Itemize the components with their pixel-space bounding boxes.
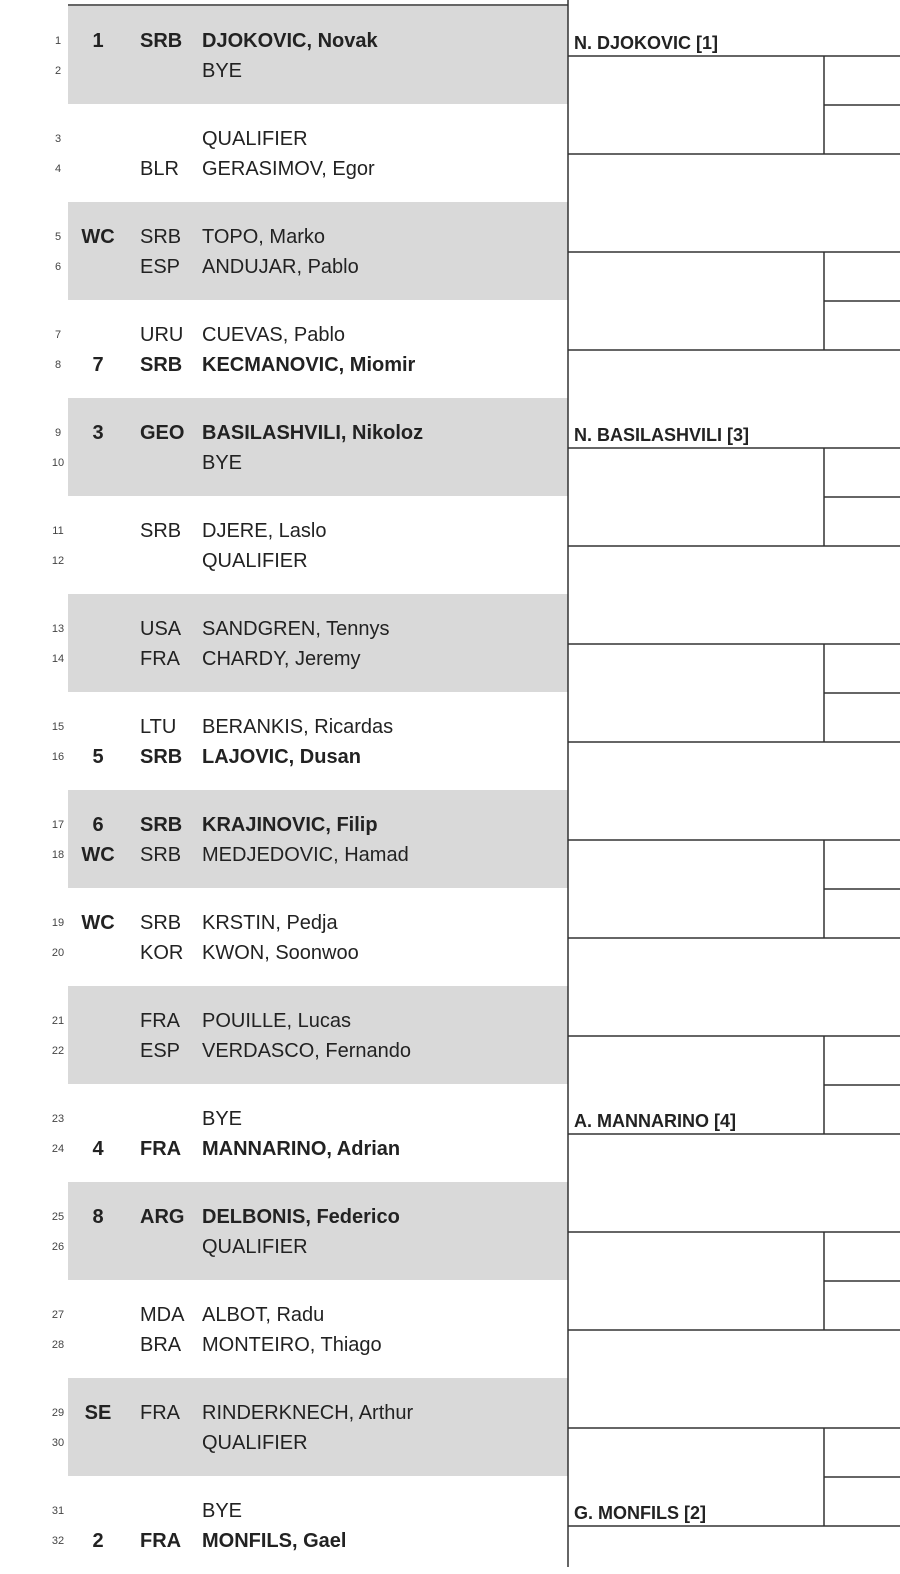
- player-name: KRAJINOVIC, Filip: [202, 814, 378, 836]
- draw-position: 30: [51, 1437, 65, 1449]
- draw-position: 6: [54, 261, 62, 273]
- country-code: URU: [140, 324, 184, 346]
- country-code: GEO: [140, 422, 185, 444]
- country-code: FRA: [140, 1530, 182, 1552]
- player-name: QUALIFIER: [202, 128, 308, 150]
- draw-position: 19: [51, 917, 65, 929]
- player-name: DJERE, Laslo: [202, 520, 327, 542]
- seed-label: WC: [81, 226, 115, 248]
- draw-position: 32: [51, 1535, 65, 1547]
- country-code: KOR: [140, 942, 184, 964]
- country-code: ARG: [140, 1206, 185, 1228]
- draw-position: 13: [51, 623, 65, 635]
- player-name: KRSTIN, Pedja: [202, 912, 338, 934]
- player-name: ANDUJAR, Pablo: [202, 256, 359, 278]
- player-name: DELBONIS, Federico: [202, 1206, 400, 1228]
- country-code: SRB: [140, 354, 183, 376]
- seed-label: 3: [92, 422, 104, 444]
- country-code: FRA: [140, 648, 180, 670]
- draw-position: 28: [51, 1339, 65, 1351]
- seed-label: 2: [92, 1530, 104, 1552]
- draw-position: 9: [54, 427, 62, 439]
- seed-label: WC: [81, 912, 115, 934]
- draw-position: 21: [51, 1015, 65, 1027]
- seed-label: 5: [92, 746, 104, 768]
- country-code: SRB: [140, 746, 183, 768]
- player-name: CUEVAS, Pablo: [202, 324, 346, 346]
- player-name: BYE: [202, 452, 243, 474]
- second-round-winner: A. MANNARINO [4]: [574, 1111, 736, 1131]
- country-code: FRA: [140, 1402, 180, 1424]
- player-name: GERASIMOV, Egor: [202, 158, 375, 180]
- player-name: DJOKOVIC, Novak: [202, 30, 378, 52]
- draw-position: 8: [54, 359, 62, 371]
- draw-position: 23: [51, 1113, 65, 1125]
- draw-position: 26: [51, 1241, 65, 1253]
- player-name: BYE: [202, 1500, 243, 1522]
- draw-position: 14: [51, 653, 65, 665]
- draw-position: 18: [51, 849, 65, 861]
- country-code: USA: [140, 618, 182, 640]
- draw-position: 27: [51, 1309, 65, 1321]
- country-code: SRB: [140, 30, 183, 52]
- seed-label: 8: [92, 1206, 104, 1228]
- player-name: CHARDY, Jeremy: [202, 648, 361, 670]
- player-name: QUALIFIER: [202, 550, 308, 572]
- country-code: MDA: [140, 1304, 185, 1326]
- draw-position: 22: [51, 1045, 65, 1057]
- second-round-winner: G. MONFILS [2]: [574, 1503, 706, 1523]
- country-code: ESP: [140, 256, 181, 278]
- player-name: BASILASHVILI, Nikoloz: [202, 422, 424, 444]
- player-name: MONTEIRO, Thiago: [202, 1334, 382, 1356]
- player-name: ALBOT, Radu: [202, 1304, 325, 1326]
- country-code: BLR: [140, 158, 179, 180]
- draw-position: 25: [51, 1211, 65, 1223]
- seed-label: 6: [92, 814, 104, 836]
- country-code: SRB: [140, 520, 182, 542]
- player-name: TOPO, Marko: [202, 226, 325, 248]
- draw-position: 17: [51, 819, 65, 831]
- country-code: SRB: [140, 844, 182, 866]
- player-name: LAJOVIC, Dusan: [202, 746, 361, 768]
- player-name: BERANKIS, Ricardas: [202, 716, 394, 738]
- draw-position: 2: [54, 65, 62, 77]
- draw-position: 3: [54, 133, 62, 145]
- draw-position: 20: [51, 947, 65, 959]
- player-name: MEDJEDOVIC, Hamad: [202, 844, 409, 866]
- player-name: KWON, Soonwoo: [202, 942, 359, 964]
- draw-position: 29: [51, 1407, 65, 1419]
- player-name: RINDERKNECH, Arthur: [202, 1402, 414, 1424]
- second-round-winner: N. DJOKOVIC [1]: [574, 33, 719, 53]
- seed-label: 7: [92, 354, 104, 376]
- country-code: BRA: [140, 1334, 182, 1356]
- draw-position: 11: [52, 525, 64, 537]
- seed-label: WC: [81, 844, 115, 866]
- seed-label: SE: [84, 1402, 112, 1424]
- country-code: SRB: [140, 912, 182, 934]
- draw-position: 24: [51, 1143, 65, 1155]
- player-name: SANDGREN, Tennys: [202, 618, 390, 640]
- player-name: BYE: [202, 60, 243, 82]
- draw-position: 31: [51, 1505, 65, 1517]
- draw-position: 1: [54, 35, 62, 47]
- draw-position: 16: [51, 751, 65, 763]
- draw-position: 15: [51, 721, 65, 733]
- second-round-winner: N. BASILASHVILI [3]: [574, 425, 750, 445]
- draw-position: 12: [51, 555, 65, 567]
- country-code: FRA: [140, 1138, 182, 1160]
- country-code: SRB: [140, 814, 183, 836]
- seed-label: 1: [92, 30, 104, 52]
- country-code: SRB: [140, 226, 182, 248]
- player-name: VERDASCO, Fernando: [202, 1040, 411, 1062]
- country-code: FRA: [140, 1010, 180, 1032]
- draw-position: 10: [51, 457, 65, 469]
- draw-position: 5: [54, 231, 62, 243]
- player-name: POUILLE, Lucas: [202, 1010, 351, 1032]
- player-name: BYE: [202, 1108, 243, 1130]
- player-name: QUALIFIER: [202, 1236, 308, 1258]
- seed-label: 4: [92, 1138, 104, 1160]
- draw-position: 7: [54, 329, 62, 341]
- player-name: KECMANOVIC, Miomir: [202, 354, 416, 376]
- player-name: MONFILS, Gael: [202, 1530, 347, 1552]
- player-name: MANNARINO, Adrian: [202, 1138, 401, 1160]
- player-name: QUALIFIER: [202, 1432, 308, 1454]
- country-code: ESP: [140, 1040, 181, 1062]
- draw-position: 4: [54, 163, 62, 175]
- country-code: LTU: [140, 716, 177, 738]
